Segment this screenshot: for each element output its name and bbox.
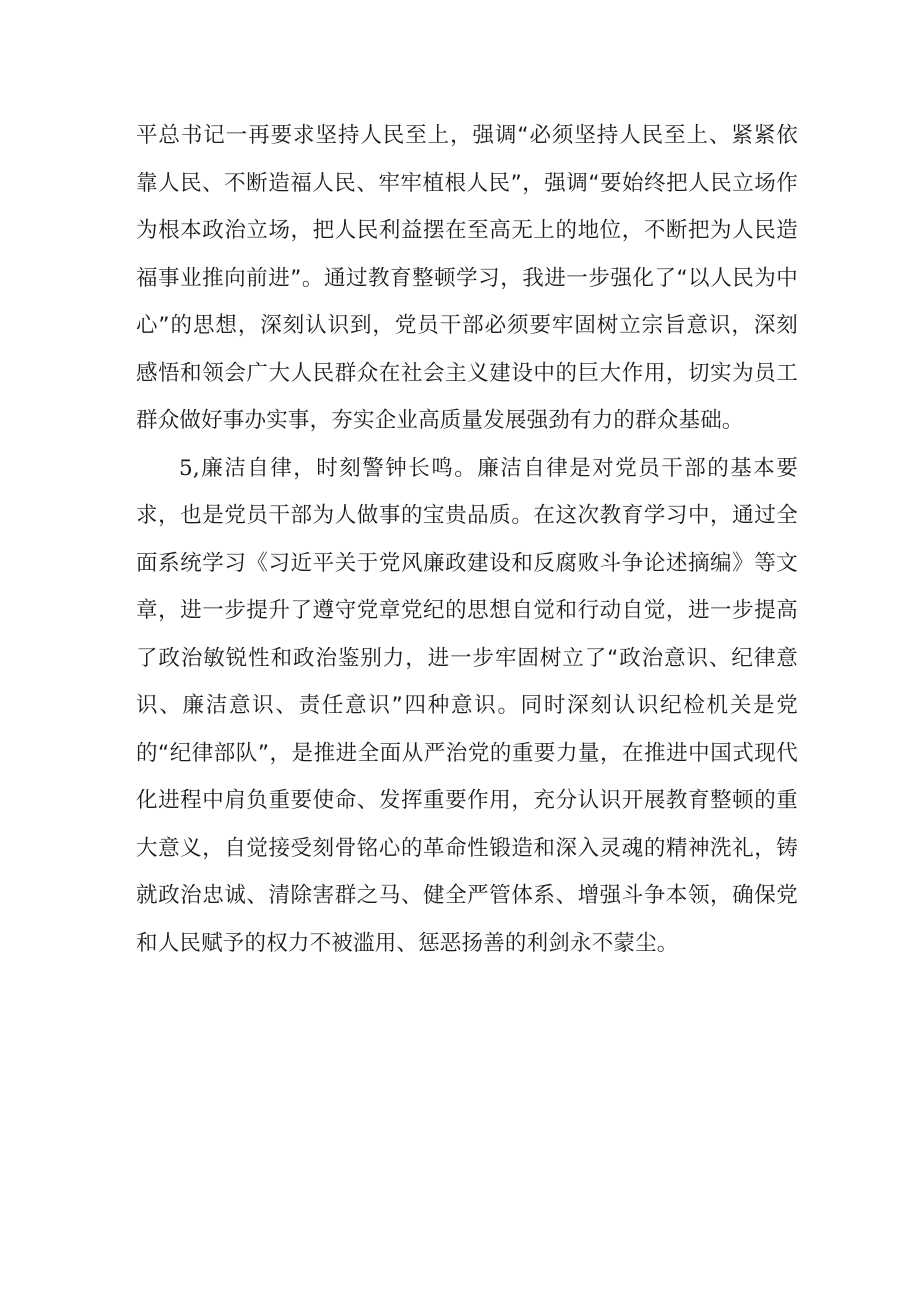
paragraph-people-first: 平总书记一再要求坚持人民至上，强调“必须坚持人民至上、紧紧依靠人民、不断造福人民、牢牢植根人民”，强调“要始终把人民立场作为根本政治立场，把人民利益摆在至高无上的地位，不断把为人民造福事业推向前进”。通过教育整顿学习，我进一步强化了“以人民为中心”的思想，深刻认识到，党员干部必须要牢固树立宗旨意识，深刻感悟和领会广大人民群众在社会主义建设中的巨大作用，切实为员工群众做好事办实事，夯实企业高质量发展强劲有力的群众基础。 (136, 123, 798, 433)
paragraph-integrity-self-discipline (136, 445, 798, 968)
section-number: 5, (179, 455, 200, 481)
paragraph-integrity-text: 廉洁自律，时刻警钟长鸣。廉洁自律是对党员干部的基本要求，也是党员干部为人做事的宝贵品质。在这次教育学习中，通过全面系统学习《习近平关于党风廉政建设和反腐败斗争论述摘编》等文章，进一步提升了遵守党章党纪的思想自觉和行动自觉，进一步提高了政治敏锐性和政治鉴别力，进一步牢固树立了“政治意识、纪律意识、廉洁意识、责任意识”四种意识。同时深刻认识纪检机关是党的“纪律部队”，是推进全面从严治党的重要力量，在推进中国式现代化进程中肩负重要使命、发挥重要作用，充分认识开展教育整顿的重大意义，自觉接受刻骨铭心的革命性锻造和深入灵魂的精神洗礼，铸就政治忠诚、清除害群之马、健全严管体系、增强斗争本领，确保党和人民赋予的权力不被滥用、惩恶扬善的利剑永不蒙尘。 (136, 455, 798, 956)
document-body (136, 112, 798, 967)
